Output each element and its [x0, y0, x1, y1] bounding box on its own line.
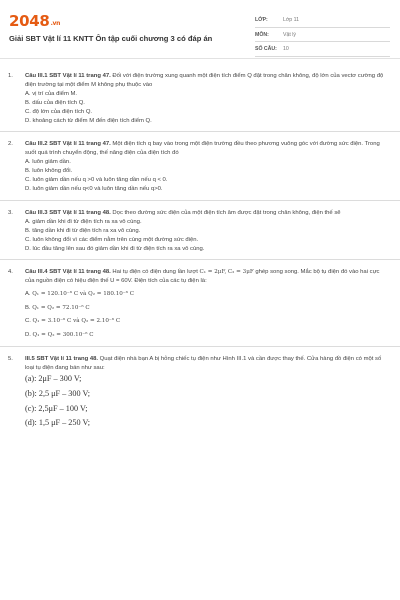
logo-text: 2048 [9, 12, 50, 30]
meta-table [255, 14, 390, 58]
capacitance-c2: C₂ = 3μF [227, 269, 254, 276]
option-formula: Q₁ = 120.10⁻⁶ C và Q₂ = 180.10⁻⁶ C [32, 291, 135, 298]
question-divider [0, 346, 400, 347]
option-formula: Q₁ = 3.10⁻⁶ C và Q₂ = 2.10⁻⁶ C [32, 318, 121, 325]
meta-key: MÔN: [255, 31, 269, 38]
meta-row-count [255, 43, 390, 57]
question-number: 3. [8, 209, 13, 216]
question-title: Câu III.1 SBT Vật lí 11 trang 47. [25, 73, 111, 79]
option-label: A. [25, 291, 31, 298]
question-title: Câu III.2 SBT Vật lí 11 trang 47. [25, 141, 111, 148]
option-label: C. [25, 318, 31, 325]
question-body [25, 268, 388, 286]
meta-value: Lớp 11 [283, 17, 299, 24]
answer-option[interactable]: (d): 1,5 μF – 250 V; [25, 418, 91, 428]
answer-option[interactable]: (c): 2,5μF – 100 V; [25, 403, 88, 413]
answer-option[interactable] [25, 304, 388, 313]
question-1 [0, 72, 400, 125]
question-4 [0, 268, 400, 339]
header [0, 0, 400, 59]
question-text: Quạt điện nhà bạn A bị hỏng chiếc tụ điện như Hình III.1 và cần được thay thế. Cửa hàng đồ điện có một số loại tụ điện đang bán như sau: [25, 355, 382, 371]
question-2 [0, 140, 400, 193]
answer-option[interactable] [25, 331, 388, 340]
option-formula: Q₁ = Q₂ = 72.10⁻⁶ C [32, 304, 90, 311]
answer-option[interactable]: (a): 2μF – 300 V; [25, 374, 82, 384]
question-divider [0, 200, 400, 201]
question-divider [0, 131, 400, 132]
question-text: Đối với điện trường xung quanh một điện tích điểm Q đặt trong chân không, độ lớn của vectơ cường độ điện trường tại một điểm M không phụ thuộc vào [25, 73, 384, 88]
answer-option[interactable]: D. luôn giảm dần nếu q<0 và luôn tăng dần nếu q>0. [25, 185, 163, 192]
question-number: 4. [8, 269, 13, 276]
question-body [25, 140, 388, 158]
capacitance-c1: C₁ = 2μF, [199, 269, 227, 276]
meta-key: LỚP: [255, 17, 268, 24]
answer-option[interactable] [25, 317, 388, 326]
question-list [0, 72, 400, 431]
answer-option[interactable]: C. luôn không đổi vì các điểm nằm trên cùng một đường sức điện. [25, 236, 199, 243]
meta-row-class [255, 14, 390, 28]
answer-option[interactable]: (b): 2,5 μF – 300 V; [25, 389, 91, 399]
question-3 [0, 209, 400, 254]
meta-row-subject [255, 29, 390, 43]
question-title: Câu III.4 SBT Vật lí 11 trang 48. [25, 269, 111, 276]
question-number: 1. [8, 73, 13, 79]
question-5 [0, 355, 400, 431]
option-label: D. [25, 331, 31, 338]
meta-key: SỐ CÂU: [255, 46, 277, 53]
answer-option[interactable]: B. tăng dần khi đi từ điện tích ra xa vô cùng. [25, 227, 141, 234]
question-body [25, 355, 388, 373]
question-text: Một điện tích q bay vào trong một điện trường đều theo phương vuông góc với đường sức điện. Trong suốt quá trình chuyển động, thế năng điện của điện tích đó [25, 141, 380, 157]
answer-option[interactable]: D. khoảng cách từ điểm M đến điện tích điểm Q. [25, 117, 152, 124]
meta-value: 10 [283, 46, 289, 53]
answer-option[interactable]: A. giảm dần khi đi từ điện tích ra xa vô cùng. [25, 218, 142, 225]
answer-option[interactable]: A. vị trí của điểm M. [25, 90, 78, 97]
answer-option[interactable]: A. luôn giảm dần. [25, 159, 71, 166]
answer-option[interactable]: B. dấu của điện tích Q. [25, 99, 85, 106]
site-logo[interactable] [9, 12, 60, 30]
option-formula: Q₁ = Q₂ = 300.10⁻⁶ C [32, 331, 94, 338]
question-title: Câu III.3 SBT Vật lí 11 trang 48. [25, 209, 111, 216]
answer-option[interactable]: C. độ lớn của điện tích Q. [25, 108, 93, 115]
question-text-continued: ghép song song. Mắc bộ tụ điện đó vào hai cực của nguồn điện có hiệu điện thế U = 60V. Điện tích của các tụ điện là: [25, 269, 380, 285]
answer-option[interactable]: C. luôn giảm dần nếu q >0 và luôn tăng dần nếu q < 0. [25, 177, 168, 184]
question-text: Hai tụ điện có điện dung lần lượt [110, 269, 200, 276]
answer-option[interactable]: D. lúc đầu tăng lên sau đó giảm dần khi đi từ điện tích ra xa vô cùng. [25, 245, 205, 252]
answer-option[interactable]: B. luôn không đổi. [25, 168, 73, 175]
question-divider [0, 259, 400, 260]
question-title: III.5 SBT Vật lí 11 trang 48. [25, 355, 99, 362]
answer-option[interactable] [25, 290, 388, 299]
question-number: 2. [8, 141, 13, 148]
question-body [25, 209, 388, 218]
logo-domain: .vn [50, 20, 61, 27]
page-title: Giải SBT Vật lí 11 KNTT Ôn tập cuối chương 3 có đáp án [9, 34, 213, 43]
question-number: 5. [8, 355, 13, 362]
question-body [25, 72, 388, 90]
question-text: Dọc theo đường sức điện của một điện tích âm được đặt trong chân không, điện thế sẽ [110, 209, 341, 216]
option-label: B. [25, 304, 31, 311]
meta-value: Vật lý [283, 31, 296, 38]
